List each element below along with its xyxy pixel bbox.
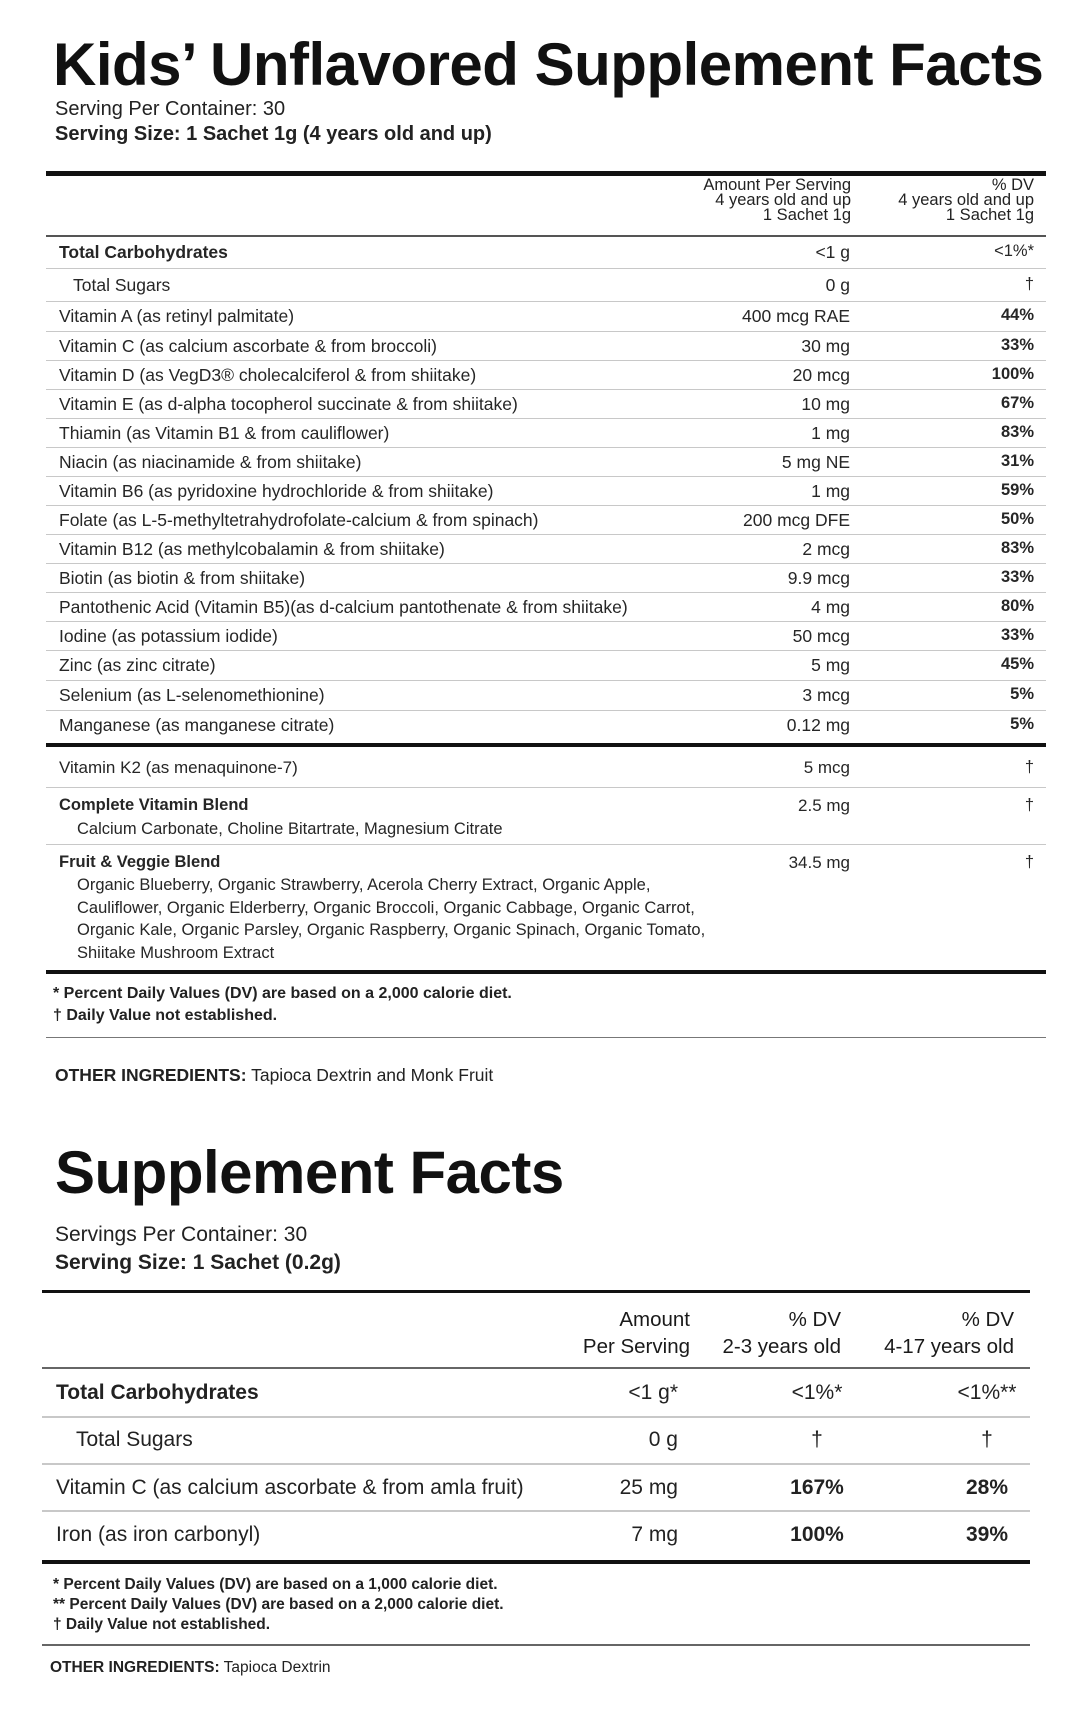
nutrient-dv: 45%	[1000, 655, 1034, 673]
blend-ingredients	[77, 818, 503, 841]
nutrient-amount: 30 mg	[801, 336, 850, 356]
row-divider	[46, 844, 1046, 845]
row-divider	[46, 621, 1046, 622]
label2-header-dv-4-17	[860, 1306, 1014, 1360]
nutrient-name: Total Sugars	[76, 1428, 193, 1451]
header-line: 4 years old and up	[715, 191, 851, 209]
row-divider	[46, 331, 1046, 332]
other-ingredients-value: Tapioca Dextrin and Monk Fruit	[246, 1065, 494, 1085]
label2-header-rule	[42, 1367, 1030, 1369]
row-divider	[46, 563, 1046, 564]
blend-ingredients	[77, 874, 705, 964]
nutrient-amount: 0 g	[825, 275, 850, 295]
nutrient-amount: 1 mg	[811, 423, 850, 443]
footnote: * Percent Daily Values (DV) are based on a 1,000 calorie diet.	[53, 1576, 498, 1593]
row-divider	[46, 268, 1046, 269]
header-line: Per Serving	[582, 1335, 690, 1358]
row-divider	[42, 1416, 1030, 1418]
nutrient-name: Vitamin A (as retinyl palmitate)	[59, 306, 295, 326]
nutrient-amount: <1 g*	[628, 1381, 678, 1404]
nutrient-amount: 3 mcg	[802, 685, 850, 705]
blend-amount: 2.5 mg	[798, 796, 850, 815]
label2-title: Supplement Facts	[55, 1139, 564, 1206]
row-divider	[46, 680, 1046, 681]
nutrient-amount: 200 mcg DFE	[743, 510, 850, 530]
nutrient-dv-2-3: †	[811, 1428, 823, 1451]
nutrient-name: Folate (as L-5-methyltetrahydrofolate-calcium & from spinach)	[59, 510, 539, 530]
row-divider	[46, 710, 1046, 711]
nutrient-dv: 80%	[1000, 597, 1034, 615]
nutrient-name: Iodine (as potassium iodide)	[59, 626, 278, 646]
label1-header-amount	[640, 178, 851, 223]
nutrient-amount: 0 g	[648, 1428, 678, 1451]
nutrient-dv-2-3: <1%*	[791, 1381, 843, 1404]
nutrient-amount: 10 mg	[801, 394, 850, 414]
nutrient-amount: 5 mg	[811, 655, 850, 675]
nutrient-amount: 5 mcg	[803, 758, 850, 777]
nutrient-name: Total Carbohydrates	[59, 242, 228, 262]
nutrient-dv: †	[1024, 275, 1034, 293]
nutrient-amount: 400 mcg RAE	[742, 306, 850, 326]
ingredient-line: Shiitake Mushroom Extract	[77, 943, 275, 962]
footnote: * Percent Daily Values (DV) are based on a 2,000 calorie diet.	[53, 985, 512, 1002]
header-line: % DV	[961, 1308, 1014, 1331]
nutrient-dv-2-3: 100%	[790, 1523, 844, 1546]
nutrient-name: Total Carbohydrates	[56, 1381, 259, 1404]
row-divider	[46, 650, 1046, 651]
nutrient-name: Selenium (as L-selenomethionine)	[59, 685, 325, 705]
other-ingredients-label: OTHER INGREDIENTS:	[55, 1065, 247, 1085]
nutrient-dv: 100%	[991, 365, 1034, 383]
nutrient-dv: 5%	[1010, 685, 1034, 703]
row-divider	[42, 1463, 1030, 1465]
other-ingredients-value: Tapioca Dextrin	[219, 1659, 331, 1676]
row-divider	[46, 534, 1046, 535]
header-line: 4-17 years old	[884, 1335, 1014, 1358]
label2-footnotes	[53, 1575, 504, 1635]
blend-amount: 34.5 mg	[788, 853, 850, 872]
header-line: 4 years old and up	[898, 191, 1034, 209]
ingredient-line: Organic Kale, Organic Parsley, Organic Raspberry, Organic Spinach, Organic Tomato,	[77, 921, 706, 939]
label2-bottom-thick-rule	[42, 1560, 1030, 1564]
label1-bottom-thick-rule	[46, 970, 1046, 974]
row-divider	[46, 476, 1046, 477]
ingredient-line: Cauliflower, Organic Elderberry, Organic Broccoli, Organic Cabbage, Organic Carrot,	[77, 898, 695, 917]
nutrient-name: Niacin (as niacinamide & from shiitake)	[59, 452, 362, 472]
nutrient-dv-4-17: †	[981, 1428, 993, 1451]
row-divider	[46, 418, 1046, 419]
nutrient-amount: 0.12 mg	[786, 715, 850, 735]
nutrient-dv: 33%	[1000, 336, 1034, 354]
nutrient-amount: 4 mg	[811, 597, 850, 617]
nutrient-name: Vitamin D (as VegD3® cholecalciferol & from shiitake)	[59, 365, 477, 385]
blend-dv: †	[1024, 853, 1034, 871]
nutrient-amount: 50 mcg	[792, 626, 850, 646]
label1-header-rule	[46, 235, 1046, 237]
nutrient-name: Biotin (as biotin & from shiitake)	[59, 568, 306, 588]
nutrient-dv: 83%	[1000, 539, 1034, 557]
nutrient-amount: 25 mg	[619, 1476, 678, 1499]
blend-name: Complete Vitamin Blend	[59, 796, 249, 814]
other-ingredients-label: OTHER INGREDIENTS:	[50, 1659, 220, 1676]
nutrient-dv: 50%	[1000, 510, 1034, 528]
nutrient-name: Manganese (as manganese citrate)	[59, 715, 335, 735]
row-divider	[46, 389, 1046, 390]
row-divider	[46, 787, 1046, 788]
nutrient-amount: 20 mcg	[792, 365, 850, 385]
header-line: Amount Per Serving	[703, 176, 851, 194]
nutrient-name: Pantothenic Acid (Vitamin B5)(as d-calcium pantothenate & from shiitake)	[59, 597, 628, 617]
label1-footnote-rule	[46, 1037, 1046, 1038]
nutrient-amount: 5 mg NE	[781, 452, 850, 472]
nutrient-dv-4-17: 28%	[965, 1476, 1009, 1499]
label2-top-thick-rule	[42, 1290, 1030, 1293]
nutrient-amount: <1 g	[815, 242, 850, 262]
nutrient-dv: 33%	[1000, 568, 1034, 586]
label2-header-amount	[560, 1306, 690, 1360]
header-line: 1 Sachet 1g	[762, 206, 851, 224]
footnote: † Daily Value not established.	[53, 1007, 278, 1024]
nutrient-dv: 83%	[1000, 423, 1034, 441]
blend-dv: †	[1024, 796, 1034, 814]
footnote: ** Percent Daily Values (DV) are based on a 2,000 calorie diet.	[53, 1596, 504, 1613]
header-line: % DV	[991, 176, 1034, 194]
label2-other-ingredients	[50, 1658, 331, 1678]
nutrient-name: Total Sugars	[73, 275, 171, 295]
label1-footnotes	[53, 983, 512, 1027]
nutrient-name: Iron (as iron carbonyl)	[56, 1523, 261, 1546]
label1-header-dv	[860, 178, 1034, 223]
header-line: Amount	[619, 1308, 690, 1331]
label1-title: Kids’ Unflavored Supplement Facts	[53, 31, 1044, 98]
nutrient-name: Vitamin B6 (as pyridoxine hydrochloride & from shiitake)	[59, 481, 494, 501]
row-divider	[46, 447, 1046, 448]
nutrient-dv: 31%	[1000, 452, 1034, 470]
label1-top-thick-rule	[46, 171, 1046, 176]
row-divider	[46, 360, 1046, 361]
nutrient-amount: 1 mg	[811, 481, 850, 501]
label2-servings-per-container: Servings Per Container: 30	[55, 1223, 308, 1246]
nutrient-dv-4-17: <1%**	[957, 1381, 1017, 1404]
nutrient-dv: 44%	[1000, 306, 1034, 324]
nutrient-dv: <1%*	[994, 242, 1034, 260]
ingredient-line: Organic Blueberry, Organic Strawberry, Acerola Cherry Extract, Organic Apple,	[77, 876, 651, 894]
nutrient-name: Vitamin C (as calcium ascorbate & from amla fruit)	[56, 1476, 524, 1499]
footnote: † Daily Value not established.	[53, 1616, 271, 1633]
blend-name: Fruit & Veggie Blend	[59, 853, 221, 871]
nutrient-dv: 59%	[1000, 481, 1034, 499]
nutrient-name: Vitamin E (as d-alpha tocopherol succinate & from shiitake)	[59, 394, 518, 414]
nutrient-dv: 33%	[1000, 626, 1034, 644]
nutrient-name: Vitamin C (as calcium ascorbate & from broccoli)	[59, 336, 437, 356]
nutrient-dv-4-17: 39%	[965, 1523, 1009, 1546]
nutrient-name: Zinc (as zinc citrate)	[59, 655, 216, 675]
nutrient-amount: 7 mg	[631, 1523, 678, 1546]
row-divider	[46, 301, 1046, 302]
nutrient-dv: †	[1024, 758, 1034, 776]
nutrient-dv: 67%	[1000, 394, 1034, 412]
header-line: 1 Sachet 1g	[945, 206, 1034, 224]
header-line: 2-3 years old	[722, 1335, 841, 1358]
nutrient-name: Vitamin B12 (as methylcobalamin & from shiitake)	[59, 539, 445, 559]
nutrient-amount: 9.9 mcg	[787, 568, 850, 588]
label2-footnote-rule	[42, 1644, 1030, 1646]
nutrient-name: Thiamin (as Vitamin B1 & from cauliflower)	[59, 423, 390, 443]
nutrient-dv: 5%	[1010, 715, 1034, 733]
label1-other-ingredients	[55, 1064, 493, 1086]
label2-header-dv-2-3	[700, 1306, 841, 1360]
label1-servings-per-container: Serving Per Container: 30	[55, 98, 286, 120]
header-line: % DV	[788, 1308, 841, 1331]
label1-mid-thick-rule	[46, 743, 1046, 747]
row-divider	[42, 1510, 1030, 1512]
row-divider	[46, 505, 1046, 506]
nutrient-dv-2-3: 167%	[790, 1476, 844, 1499]
nutrient-name: Vitamin K2 (as menaquinone-7)	[59, 758, 298, 777]
nutrient-amount: 2 mcg	[802, 539, 850, 559]
row-divider	[46, 592, 1046, 593]
label2-serving-size: Serving Size: 1 Sachet (0.2g)	[55, 1251, 341, 1274]
ingredient-line: Calcium Carbonate, Choline Bitartrate, Magnesium Citrate	[77, 820, 503, 838]
label1-serving-size: Serving Size: 1 Sachet 1g (4 years old and up)	[55, 123, 492, 145]
